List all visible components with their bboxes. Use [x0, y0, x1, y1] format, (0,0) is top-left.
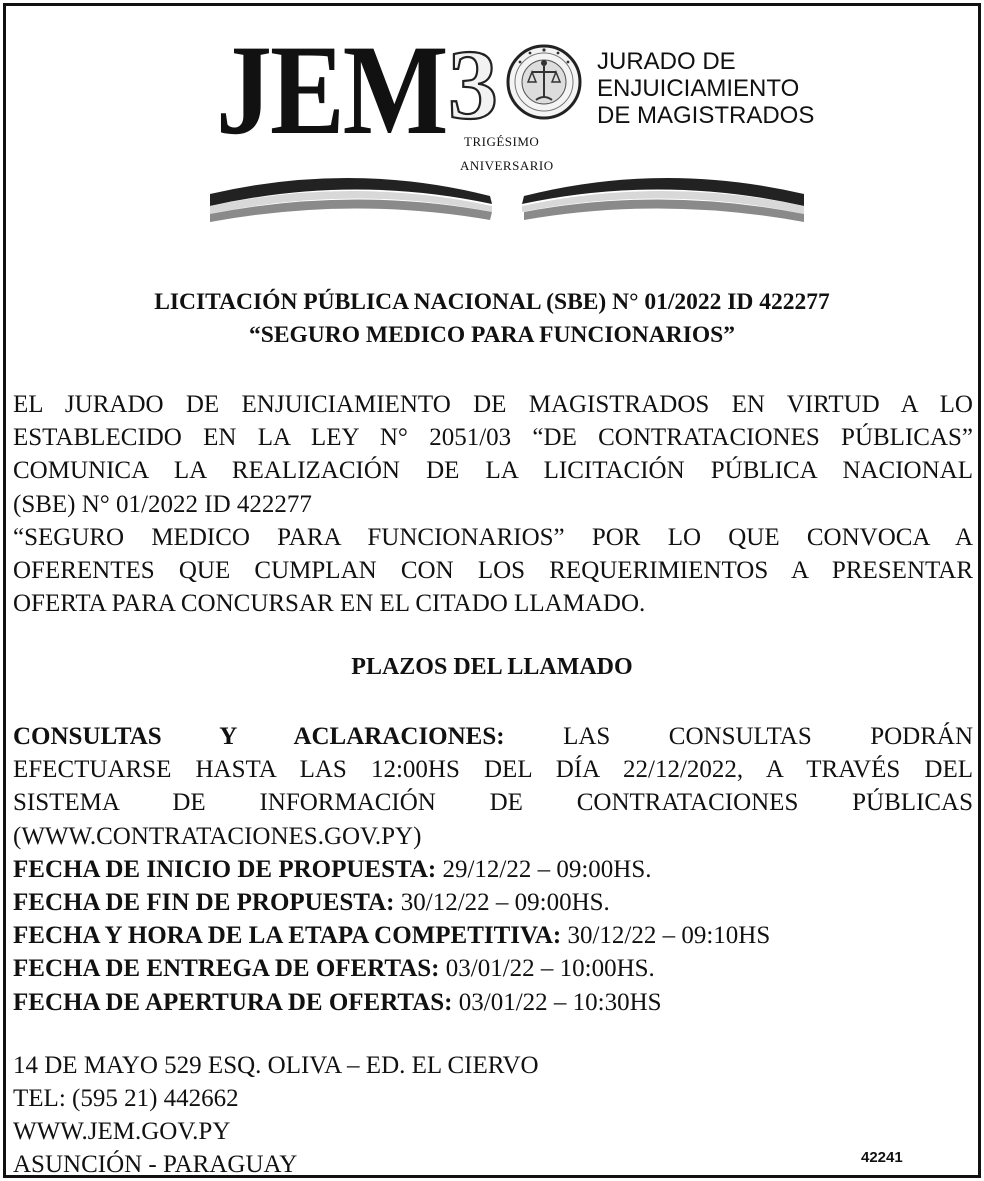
org-name-line-3: DE MAGISTRADOS: [597, 102, 815, 129]
jem-logo: [6, 6, 978, 246]
intro-line: (SBE) N° 01/2022 ID 422277: [13, 490, 312, 518]
intro-line: COMUNICA LA REALIZACIÓN DE LA LICITACIÓN PÚBLICA NACIONAL: [13, 457, 973, 485]
deadline-value: 29/12/22 – 09:00HS.: [442, 855, 652, 883]
consultas-line: EFECTUARSE HASTA LAS 12:00HS DEL DÍA 22/12/2022, A TRAVÉS DEL: [13, 756, 973, 784]
plazos-section: [13, 720, 973, 1019]
intro-line: “SEGURO MEDICO PARA FUNCIONARIOS” POR LO QUE CONVOCA A: [13, 523, 973, 551]
deadline-value: 03/01/22 – 10:00HS.: [445, 955, 655, 983]
organization-name: [597, 48, 814, 129]
flag-ribbons-icon: [202, 156, 812, 226]
deadline-item: [13, 853, 973, 886]
intro-line: OFERENTES QUE CUMPLAN CON LOS REQUERIMIENTOS A PRESENTAR: [13, 557, 973, 585]
deadline-label: FECHA Y HORA DE LA ETAPA COMPETITIVA:: [13, 922, 562, 950]
deadline-item: [13, 952, 973, 985]
deadline-item: [13, 986, 973, 1019]
consultas-text: LAS CONSULTAS PODRÁN: [563, 723, 974, 750]
intro-paragraph: [13, 388, 973, 620]
consultas-label: CONSULTAS Y ACLARACIONES:: [13, 723, 505, 750]
deadline-value: 03/01/22 – 10:30HS: [458, 988, 662, 1016]
anniversary-label-2: ANIVERSARIO: [460, 158, 554, 173]
contact-website: WWW.JEM.GOV.PY: [13, 1118, 231, 1145]
deadline-label: FECHA DE ENTREGA DE OFERTAS:: [13, 955, 440, 983]
contact-phone: TEL: (595 21) 442662: [13, 1085, 239, 1112]
contact-city: ASUNCIÓN - PARAGUAY: [13, 1151, 298, 1178]
org-name-line-2: ENJUICIAMIENTO: [597, 75, 800, 102]
anniversary-seal-icon: [446, 36, 586, 136]
notice-subtitle: “SEGURO MEDICO PARA FUNCIONARIOS”: [249, 322, 735, 348]
svg-text:3: 3: [448, 36, 498, 136]
intro-line: OFERTA PARA CONCURSAR EN EL CITADO LLAMADO.: [13, 590, 646, 618]
plazos-heading: PLAZOS DEL LLAMADO: [351, 654, 633, 680]
intro-line: ESTABLECIDO EN LA LEY N° 2051/03 “DE CONTRATACIONES PÚBLICAS”: [13, 424, 973, 452]
notice-title: LICITACIÓN PÚBLICA NACIONAL (SBE) N° 01/2022 ID 422277: [154, 289, 830, 315]
contact-address: 14 DE MAYO 529 ESQ. OLIVA – ED. EL CIERVO: [13, 1052, 539, 1079]
contact-block: [13, 1049, 539, 1181]
deadline-value: 30/12/22 – 09:10HS: [567, 922, 771, 950]
deadline-item: [13, 919, 973, 952]
intro-line: EL JURADO DE ENJUICIAMIENTO DE MAGISTRADOS EN VIRTUD A LO: [13, 391, 973, 418]
deadline-label: FECHA DE APERTURA DE OFERTAS:: [13, 988, 453, 1016]
consultas-line: SISTEMA DE INFORMACIÓN DE CONTRATACIONES PÚBLICAS: [13, 789, 973, 817]
deadline-label: FECHA DE INICIO DE PROPUESTA:: [13, 855, 437, 883]
deadline-value: 30/12/22 – 09:00HS.: [400, 889, 610, 917]
org-name-line-1: JURADO DE: [597, 48, 736, 75]
logo-wordmark: JEM: [216, 19, 447, 162]
ad-code: 42241: [861, 1149, 903, 1166]
deadline-label: FECHA DE FIN DE PROPUESTA:: [13, 889, 395, 917]
anniversary-label-1: TRIGÉSIMO: [464, 134, 540, 149]
consultas-url: (WWW.CONTRATACIONES.GOV.PY): [13, 822, 422, 850]
consultas-line: [13, 720, 973, 753]
notice-frame: [3, 3, 981, 1178]
deadline-item: [13, 886, 973, 919]
